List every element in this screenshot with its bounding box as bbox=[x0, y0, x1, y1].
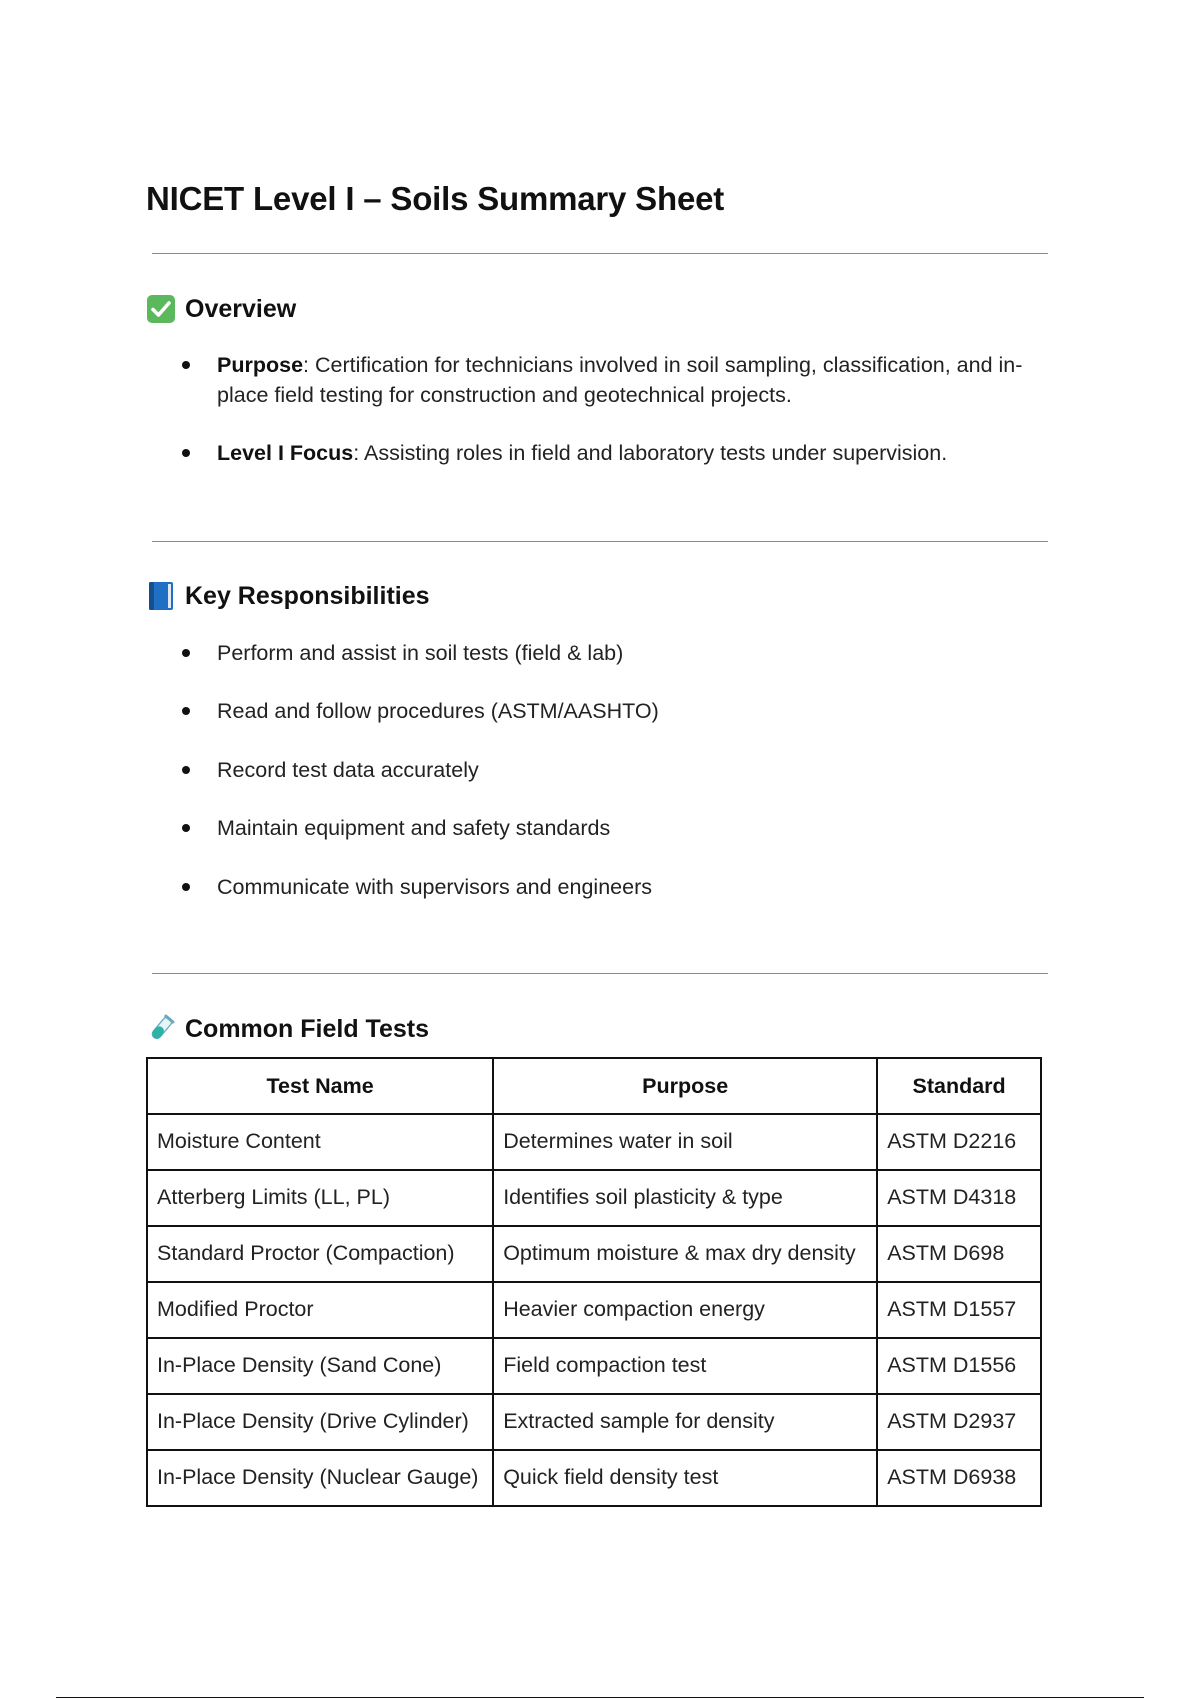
test-name-cell: In-Place Density (Sand Cone) bbox=[147, 1338, 493, 1394]
field-tests-table bbox=[146, 1057, 1042, 1507]
list-item-label: Purpose bbox=[217, 353, 304, 377]
table-row bbox=[147, 1338, 1041, 1394]
test-name-cell: In-Place Density (Drive Cylinder) bbox=[147, 1394, 493, 1450]
overview-heading-label: Overview bbox=[185, 294, 297, 323]
list-item-text: Communicate with supervisors and engineers bbox=[217, 875, 652, 899]
standard-cell: ASTM D698 bbox=[877, 1226, 1041, 1282]
purpose-cell: Extracted sample for density bbox=[493, 1394, 877, 1450]
divider bbox=[152, 973, 1048, 974]
page-bottom-rule bbox=[56, 1697, 1144, 1698]
table-row bbox=[147, 1394, 1041, 1450]
standard-cell: ASTM D6938 bbox=[877, 1450, 1041, 1506]
bullet-dot bbox=[182, 883, 190, 891]
check-mark-icon bbox=[146, 294, 176, 324]
list-item-body: : Certification for technicians involved in soil sampling, classification, and in-place field testing for construction and geotechnical projects. bbox=[217, 353, 1023, 407]
divider bbox=[152, 541, 1048, 542]
test-tube-icon bbox=[146, 1014, 176, 1044]
table-row bbox=[147, 1114, 1041, 1170]
table-row bbox=[147, 1450, 1041, 1506]
column-header: Test Name bbox=[147, 1058, 493, 1114]
field-tests-heading-label: Common Field Tests bbox=[185, 1014, 430, 1043]
purpose-cell: Optimum moisture & max dry density bbox=[493, 1226, 877, 1282]
table-row bbox=[147, 1170, 1041, 1226]
bullet-dot bbox=[182, 449, 190, 457]
page-title: NICET Level I – Soils Summary Sheet bbox=[146, 180, 725, 217]
bullet-dot bbox=[182, 361, 190, 369]
list-item-text: Perform and assist in soil tests (field & lab) bbox=[217, 641, 624, 665]
table-header-row bbox=[147, 1058, 1041, 1114]
overview-heading bbox=[146, 294, 296, 324]
test-name-cell: Modified Proctor bbox=[147, 1282, 493, 1338]
responsibilities-heading-label: Key Responsibilities bbox=[185, 581, 430, 610]
standard-cell: ASTM D4318 bbox=[877, 1170, 1041, 1226]
column-header: Purpose bbox=[493, 1058, 877, 1114]
divider bbox=[152, 253, 1048, 254]
list-item-text: Record test data accurately bbox=[217, 758, 479, 782]
bullet-dot bbox=[182, 824, 190, 832]
purpose-cell: Determines water in soil bbox=[493, 1114, 877, 1170]
test-name-cell: In-Place Density (Nuclear Gauge) bbox=[147, 1450, 493, 1506]
table-row bbox=[147, 1282, 1041, 1338]
purpose-cell: Identifies soil plasticity & type bbox=[493, 1170, 877, 1226]
test-name-cell: Standard Proctor (Compaction) bbox=[147, 1226, 493, 1282]
test-name-cell: Atterberg Limits (LL, PL) bbox=[147, 1170, 493, 1226]
list-item-label: Level I Focus bbox=[217, 441, 354, 465]
purpose-cell: Quick field density test bbox=[493, 1450, 877, 1506]
list-item-text bbox=[217, 350, 1027, 410]
bullet-dot bbox=[182, 707, 190, 715]
standard-cell: ASTM D1557 bbox=[877, 1282, 1041, 1338]
test-name-cell: Moisture Content bbox=[147, 1114, 493, 1170]
standard-cell: ASTM D1556 bbox=[877, 1338, 1041, 1394]
field-tests-heading bbox=[146, 1014, 429, 1044]
responsibilities-heading bbox=[146, 581, 430, 611]
list-item-text bbox=[217, 438, 1027, 468]
list-item-text: Read and follow procedures (ASTM/AASHTO) bbox=[217, 699, 659, 723]
column-header: Standard bbox=[877, 1058, 1041, 1114]
table-row bbox=[147, 1226, 1041, 1282]
bullet-dot bbox=[182, 649, 190, 657]
purpose-cell: Heavier compaction energy bbox=[493, 1282, 877, 1338]
bullet-dot bbox=[182, 766, 190, 774]
list-item-text: Maintain equipment and safety standards bbox=[217, 816, 611, 840]
list-item-body: : Assisting roles in field and laboratory tests under supervision. bbox=[353, 441, 948, 465]
standard-cell: ASTM D2937 bbox=[877, 1394, 1041, 1450]
purpose-cell: Field compaction test bbox=[493, 1338, 877, 1394]
blue-book-icon bbox=[146, 581, 176, 611]
standard-cell: ASTM D2216 bbox=[877, 1114, 1041, 1170]
